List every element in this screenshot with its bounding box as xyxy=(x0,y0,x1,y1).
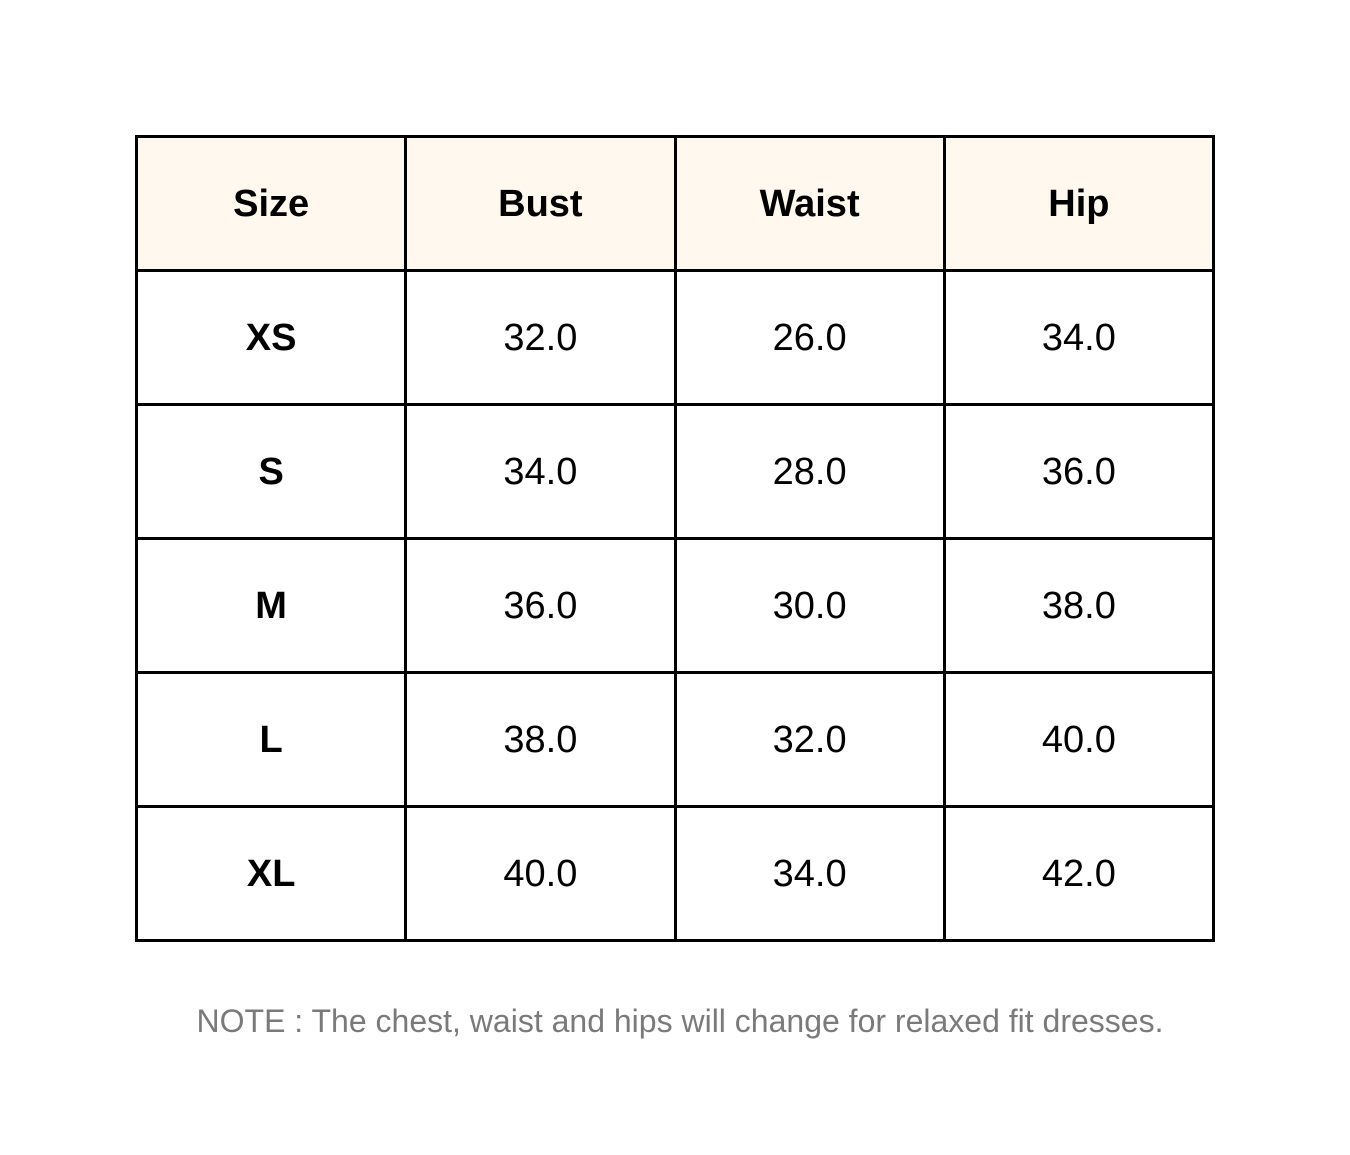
table-row xyxy=(137,405,1214,539)
table-row xyxy=(137,271,1214,405)
fit-note: NOTE : The chest, waist and hips will change for relaxed fit dresses. xyxy=(196,1003,1164,1039)
bust-cell: 32.0 xyxy=(406,271,675,405)
hip-cell: 42.0 xyxy=(944,807,1213,941)
header-row xyxy=(137,137,1214,271)
table-row xyxy=(137,807,1214,941)
size-chart-body xyxy=(137,271,1214,941)
header-size: Size xyxy=(137,137,406,271)
waist-cell: 26.0 xyxy=(675,271,944,405)
size-chart-header xyxy=(137,137,1214,271)
size-chart-table xyxy=(135,135,1215,942)
header-hip: Hip xyxy=(944,137,1213,271)
table-row xyxy=(137,539,1214,673)
table-row xyxy=(137,673,1214,807)
size-cell: S xyxy=(137,405,406,539)
waist-cell: 30.0 xyxy=(675,539,944,673)
waist-cell: 34.0 xyxy=(675,807,944,941)
size-cell: XS xyxy=(137,271,406,405)
waist-cell: 28.0 xyxy=(675,405,944,539)
size-cell: L xyxy=(137,673,406,807)
hip-cell: 40.0 xyxy=(944,673,1213,807)
bust-cell: 40.0 xyxy=(406,807,675,941)
header-bust: Bust xyxy=(406,137,675,271)
bust-cell: 36.0 xyxy=(406,539,675,673)
waist-cell: 32.0 xyxy=(675,673,944,807)
bust-cell: 38.0 xyxy=(406,673,675,807)
header-waist: Waist xyxy=(675,137,944,271)
hip-cell: 36.0 xyxy=(944,405,1213,539)
hip-cell: 38.0 xyxy=(944,539,1213,673)
bust-cell: 34.0 xyxy=(406,405,675,539)
size-cell: XL xyxy=(137,807,406,941)
hip-cell: 34.0 xyxy=(944,271,1213,405)
size-cell: M xyxy=(137,539,406,673)
